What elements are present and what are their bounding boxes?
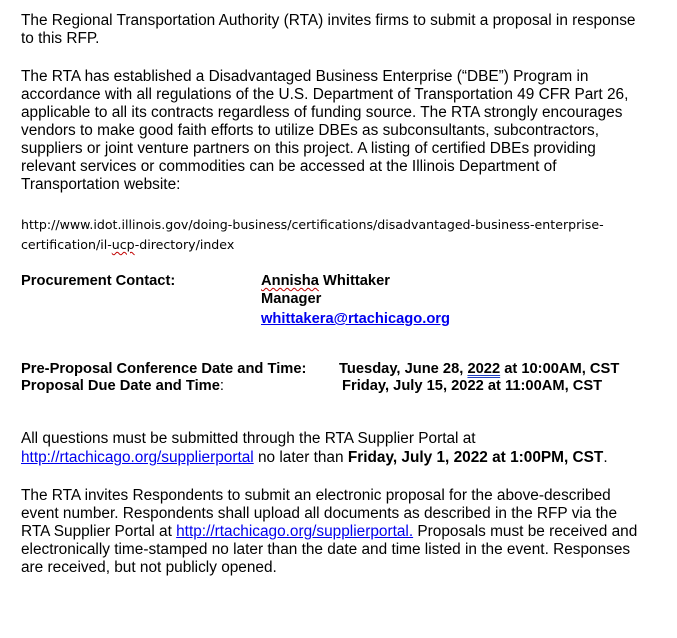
- proposal-due-label: [21, 377, 224, 395]
- contact-title: Manager: [261, 291, 322, 307]
- spellcheck-word: ucp: [111, 237, 135, 252]
- preproposal-date: Tuesday, June 28,: [339, 361, 468, 377]
- idot-url-text: certification/il-: [21, 237, 112, 252]
- submission-text: RTA Supplier Portal at: [21, 523, 177, 540]
- dbe-paragraph-line: accordance with all regulations of the U.S. Department of Transportation 49 CFR Part 26,: [21, 86, 629, 103]
- dbe-paragraph-line: Transportation website:: [21, 176, 181, 193]
- proposal-due-colon: :: [219, 378, 224, 394]
- proposal-due-label-text: Proposal Due Date and Time: [21, 378, 220, 394]
- preproposal-year: 2022: [467, 361, 501, 377]
- dbe-paragraph-line: relevant services or commodities can be accessed at the Illinois Department of: [21, 158, 557, 175]
- submission-line: are received, but not publicly opened.: [21, 559, 277, 576]
- submission-line: The RTA invites Respondents to submit an electronic proposal for the above-described: [21, 487, 611, 504]
- proposal-due-value: Friday, July 15, 2022 at 11:00AM, CST: [342, 378, 603, 394]
- dbe-paragraph-line: suppliers or joint venture partners on this project. A listing of certified DBEs providing: [21, 140, 596, 157]
- contact-email-row: [261, 310, 450, 328]
- submission-text: Proposals must be received and: [413, 523, 638, 540]
- preproposal-time: at 10:00AM, CST: [500, 361, 620, 377]
- idot-url-text: -directory/index: [134, 237, 235, 252]
- questions-line: All questions must be submitted through the RTA Supplier Portal at: [21, 430, 476, 447]
- submission-line: event number. Respondents shall upload all documents as described in the RFP via the: [21, 505, 618, 522]
- submission-line: [21, 523, 637, 541]
- supplier-portal-link[interactable]: http://rtachicago.org/supplierportal: [21, 449, 254, 466]
- intro-line: The Regional Transportation Authority (RTA) invites firms to submit a proposal in response: [21, 12, 636, 29]
- submission-line: electronically time-stamped no later than the date and time listed in the event. Responses: [21, 541, 631, 558]
- contact-last-name: Whittaker: [318, 273, 390, 289]
- idot-url-line: http://www.idot.illinois.gov/doing-business/certifications/disadvantaged-business-enterprise-: [21, 217, 604, 232]
- procurement-contact-label: Procurement Contact:: [21, 273, 176, 289]
- preproposal-value: [339, 360, 619, 378]
- dbe-paragraph-line: applicable to all its contracts regardless of funding source. The RTA strongly encourages: [21, 104, 623, 121]
- questions-text: no later than: [253, 449, 348, 466]
- dbe-paragraph-line: vendors to make good faith efforts to utilize DBEs as subconsultants, subcontractors,: [21, 122, 600, 139]
- intro-line: to this RFP.: [21, 30, 100, 47]
- contact-first-name: Annisha: [261, 273, 319, 289]
- contact-email-link[interactable]: whittakera@rtachicago.org: [261, 311, 450, 327]
- questions-deadline: Friday, July 1, 2022 at 1:00PM, CST: [347, 449, 604, 466]
- supplier-portal-link[interactable]: http://rtachicago.org/supplierportal.: [176, 523, 414, 540]
- questions-line: [21, 449, 608, 467]
- idot-url-line: [21, 235, 234, 255]
- contact-name: [261, 272, 390, 290]
- dbe-paragraph-line: The RTA has established a Disadvantaged Business Enterprise (“DBE”) Program in: [21, 68, 589, 85]
- preproposal-label: Pre-Proposal Conference Date and Time:: [21, 361, 307, 377]
- questions-text: .: [603, 449, 608, 466]
